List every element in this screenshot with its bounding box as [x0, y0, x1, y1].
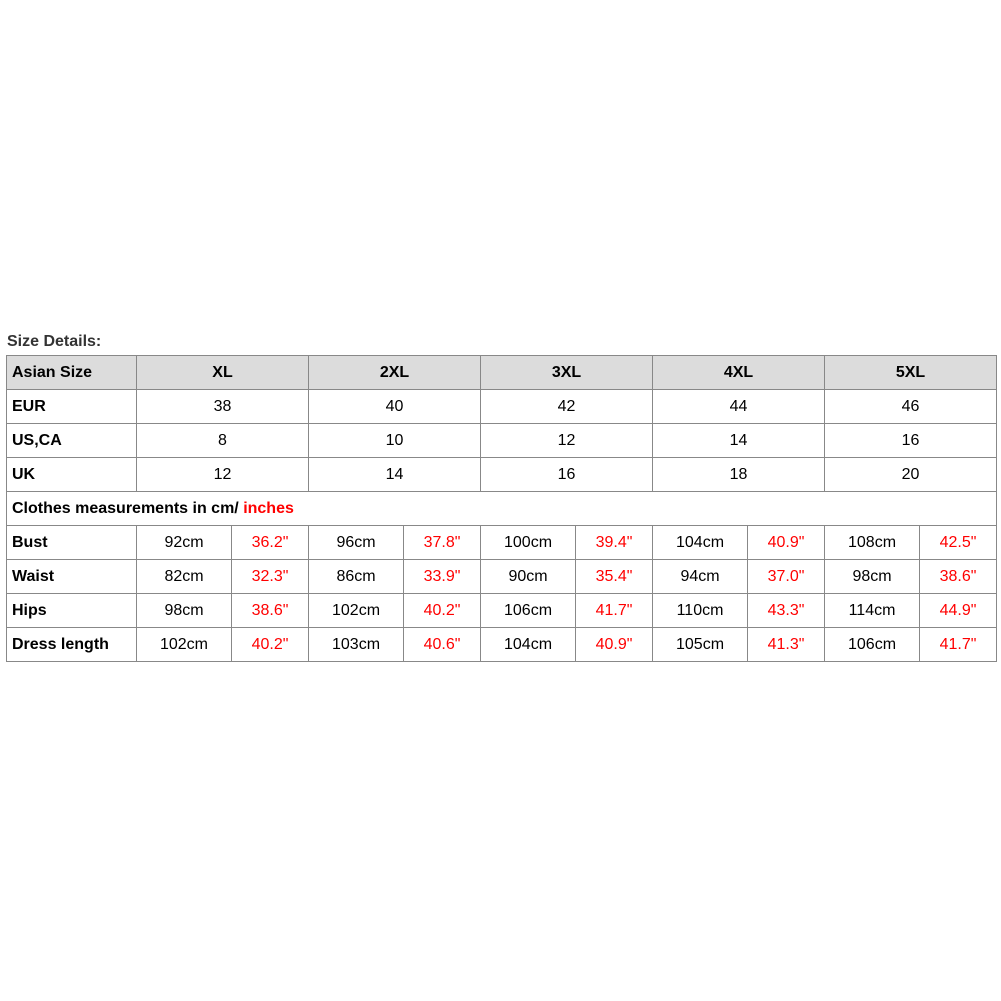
size-header: 2XL	[309, 356, 481, 390]
inch-cell: 41.7"	[920, 628, 997, 662]
inch-cell: 32.3"	[232, 560, 309, 594]
inch-cell: 40.2"	[404, 594, 481, 628]
row-label: US,CA	[7, 424, 137, 458]
cm-cell: 102cm	[137, 628, 232, 662]
inch-cell: 38.6"	[920, 560, 997, 594]
cm-cell: 96cm	[309, 526, 404, 560]
inch-cell: 39.4"	[576, 526, 653, 560]
table-cell: 12	[481, 424, 653, 458]
cm-cell: 86cm	[309, 560, 404, 594]
size-header: 4XL	[653, 356, 825, 390]
table-cell: 46	[825, 390, 997, 424]
table-cell: 8	[137, 424, 309, 458]
row-label: EUR	[7, 390, 137, 424]
cm-cell: 110cm	[653, 594, 748, 628]
section-text: Clothes measurements in cm/	[12, 499, 244, 517]
inch-cell: 42.5"	[920, 526, 997, 560]
cm-cell: 92cm	[137, 526, 232, 560]
size-header: XL	[137, 356, 309, 390]
size-details-caption: Size Details:	[7, 333, 102, 350]
cm-cell: 106cm	[825, 628, 920, 662]
inch-cell: 43.3"	[748, 594, 825, 628]
measurement-row-waist	[7, 560, 997, 594]
inch-cell: 33.9"	[404, 560, 481, 594]
cm-cell: 104cm	[653, 526, 748, 560]
cm-cell: 105cm	[653, 628, 748, 662]
table-cell: 14	[309, 458, 481, 492]
measurement-row-bust	[7, 526, 997, 560]
size-header: 3XL	[481, 356, 653, 390]
table-cell: 38	[137, 390, 309, 424]
inch-cell: 40.9"	[576, 628, 653, 662]
inch-cell: 35.4"	[576, 560, 653, 594]
table-cell: 18	[653, 458, 825, 492]
measurement-row-dress-length	[7, 628, 997, 662]
table-cell: 12	[137, 458, 309, 492]
inch-cell: 41.3"	[748, 628, 825, 662]
inch-cell: 40.9"	[748, 526, 825, 560]
row-label: Waist	[7, 560, 137, 594]
conversion-row-eur	[7, 390, 997, 424]
row-label: UK	[7, 458, 137, 492]
table-cell: 16	[481, 458, 653, 492]
table-cell: 20	[825, 458, 997, 492]
inch-cell: 37.0"	[748, 560, 825, 594]
size-header: 5XL	[825, 356, 997, 390]
row-label: Bust	[7, 526, 137, 560]
row-label: Dress length	[7, 628, 137, 662]
table-cell: 40	[309, 390, 481, 424]
header-row	[7, 356, 997, 390]
cm-cell: 98cm	[825, 560, 920, 594]
inch-cell: 36.2"	[232, 526, 309, 560]
table-cell: 10	[309, 424, 481, 458]
cm-cell: 108cm	[825, 526, 920, 560]
measurements-section-label	[7, 492, 997, 526]
section-row	[7, 492, 997, 526]
cm-cell: 90cm	[481, 560, 576, 594]
cm-cell: 106cm	[481, 594, 576, 628]
cm-cell: 100cm	[481, 526, 576, 560]
inch-cell: 40.6"	[404, 628, 481, 662]
cm-cell: 94cm	[653, 560, 748, 594]
table-cell: 44	[653, 390, 825, 424]
inch-cell: 44.9"	[920, 594, 997, 628]
cm-cell: 103cm	[309, 628, 404, 662]
cm-cell: 98cm	[137, 594, 232, 628]
cm-cell: 102cm	[309, 594, 404, 628]
row-label: Hips	[7, 594, 137, 628]
cm-cell: 104cm	[481, 628, 576, 662]
inch-cell: 38.6"	[232, 594, 309, 628]
conversion-row-uk	[7, 458, 997, 492]
inch-cell: 41.7"	[576, 594, 653, 628]
asian-size-label: Asian Size	[7, 356, 137, 390]
measurement-row-hips	[7, 594, 997, 628]
size-chart-table	[6, 355, 997, 662]
cm-cell: 114cm	[825, 594, 920, 628]
section-accent-text: inches	[243, 499, 294, 517]
table-cell: 14	[653, 424, 825, 458]
cm-cell: 82cm	[137, 560, 232, 594]
table-cell: 16	[825, 424, 997, 458]
conversion-row-us-ca	[7, 424, 997, 458]
table-cell: 42	[481, 390, 653, 424]
inch-cell: 40.2"	[232, 628, 309, 662]
inch-cell: 37.8"	[404, 526, 481, 560]
